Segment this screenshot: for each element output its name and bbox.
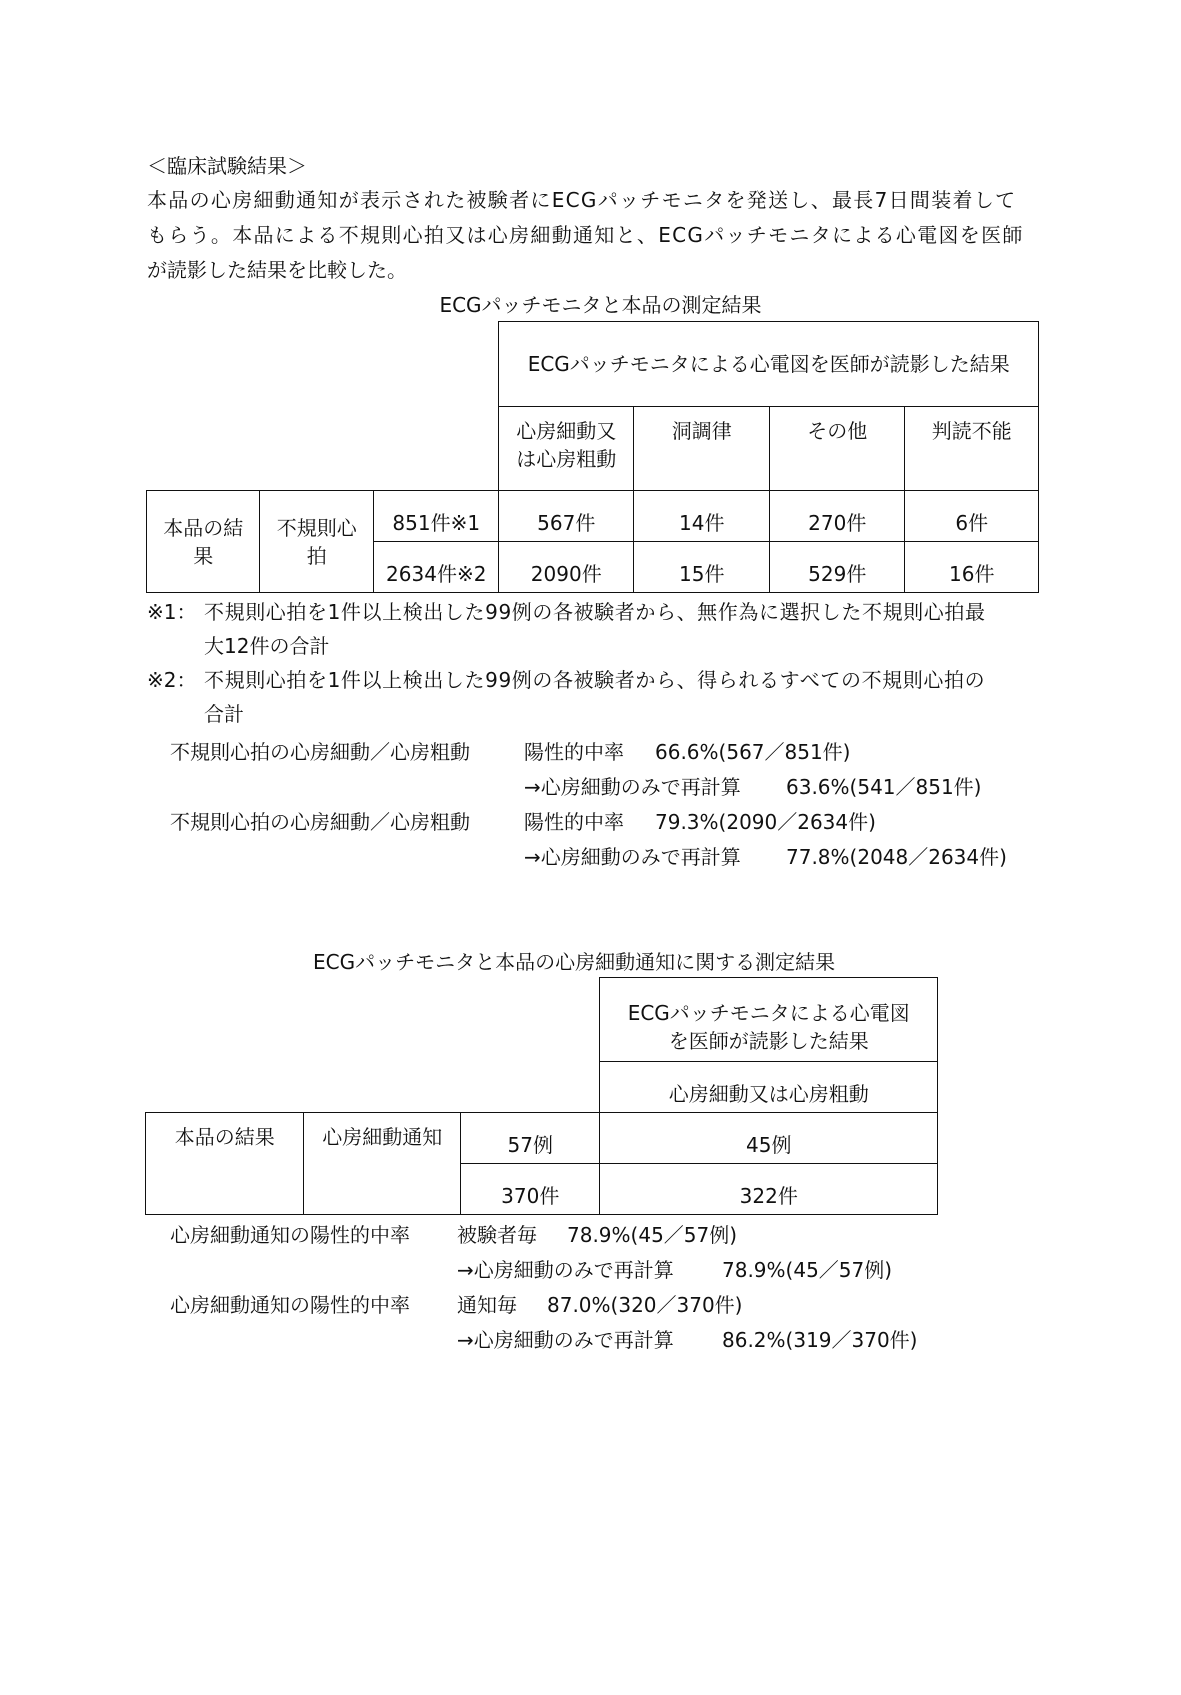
section-title: ＜臨床試験結果＞ (147, 154, 307, 178)
result-label: 不規則心拍の心房細動／心房粗動 (170, 810, 470, 834)
table2-group-header: ECGパッチモニタによる心電図 を医師が読影した結果 (599, 977, 938, 1062)
table1-cell: 529件 (769, 541, 905, 593)
table1-group-header: ECGパッチモニタによる心電図を医師が読影した結果 (498, 321, 1039, 407)
result-metric: 陽性的中率 (524, 810, 624, 834)
table2-cell: 45例 (599, 1112, 938, 1164)
recalc-value: 86.2%(319／370件) (722, 1328, 918, 1352)
result-value: 87.0%(320／370件) (547, 1293, 743, 1317)
result-value: 79.3%(2090／2634件) (655, 810, 876, 834)
intro-line: 本品の心房細動通知が表示された被験者にECGパッチモニタを発送し、最長7日間装着して (147, 188, 1017, 212)
recalc-value: 78.9%(45／57例) (722, 1258, 893, 1282)
recalc-value: 77.8%(2048／2634件) (786, 845, 1007, 869)
intro-line: が読影した結果を比較した。 (147, 258, 407, 282)
recalc-label: →心房細動のみで再計算 (524, 845, 741, 869)
table1-total: 2634件※2 (373, 541, 499, 593)
recalc-label: →心房細動のみで再計算 (457, 1258, 674, 1282)
footnote-mark: ※1： (147, 600, 197, 624)
footnote-text: 合計 (204, 702, 244, 726)
table1-col-header: 心房細動又 は心房粗動 (498, 406, 634, 491)
table2-cell: 322件 (599, 1163, 938, 1215)
table1-col-header: 判読不能 (904, 406, 1039, 491)
recalc-value: 63.6%(541／851件) (786, 775, 982, 799)
table1-cell: 2090件 (498, 541, 634, 593)
table2-row-label: 心房細動通知 (303, 1112, 461, 1215)
intro-line: もらう。本品による不規則心拍又は心房細動通知と、ECGパッチモニタによる心電図を医師 (147, 223, 1024, 247)
table2-col-header: 心房細動又は心房粗動 (599, 1061, 938, 1113)
table2-total: 57例 (460, 1112, 600, 1164)
table1-cell: 14件 (633, 490, 770, 542)
table1-cell: 270件 (769, 490, 905, 542)
table1-col-header: 洞調律 (633, 406, 770, 491)
result-value: 66.6%(567／851件) (655, 740, 851, 764)
footnote-text: 不規則心拍を1件以上検出した99例の各被験者から、無作為に選択した不規則心拍最 (204, 600, 986, 624)
table1-cell: 6件 (904, 490, 1039, 542)
result-label: 心房細動通知の陽性的中率 (170, 1223, 410, 1247)
table1-cell: 567件 (498, 490, 634, 542)
table2-row-label: 本品の結果 (145, 1112, 304, 1215)
result-metric: 通知毎 (457, 1293, 517, 1317)
recalc-label: →心房細動のみで再計算 (457, 1328, 674, 1352)
result-metric: 被験者毎 (457, 1223, 537, 1247)
table1-row-label: 本品の結 果 (146, 490, 260, 593)
result-label: 不規則心拍の心房細動／心房粗動 (170, 740, 470, 764)
recalc-label: →心房細動のみで再計算 (524, 775, 741, 799)
footnote-text: 大12件の合計 (204, 634, 330, 658)
footnote-text: 不規則心拍を1件以上検出した99例の各被験者から、得られるすべての不規則心拍の (204, 668, 986, 692)
result-value: 78.9%(45／57例) (567, 1223, 738, 1247)
table1-total: 851件※1 (373, 490, 499, 542)
table1-title: ECGパッチモニタと本品の測定結果 (439, 293, 762, 317)
table2-total: 370件 (460, 1163, 600, 1215)
table1-row-label: 不規則心 拍 (259, 490, 374, 593)
result-metric: 陽性的中率 (524, 740, 624, 764)
table2-title: ECGパッチモニタと本品の心房細動通知に関する測定結果 (313, 950, 836, 974)
table1-cell: 15件 (633, 541, 770, 593)
table1-cell: 16件 (904, 541, 1039, 593)
table1-col-header: その他 (769, 406, 905, 491)
result-label: 心房細動通知の陽性的中率 (170, 1293, 410, 1317)
footnote-mark: ※2： (147, 668, 197, 692)
